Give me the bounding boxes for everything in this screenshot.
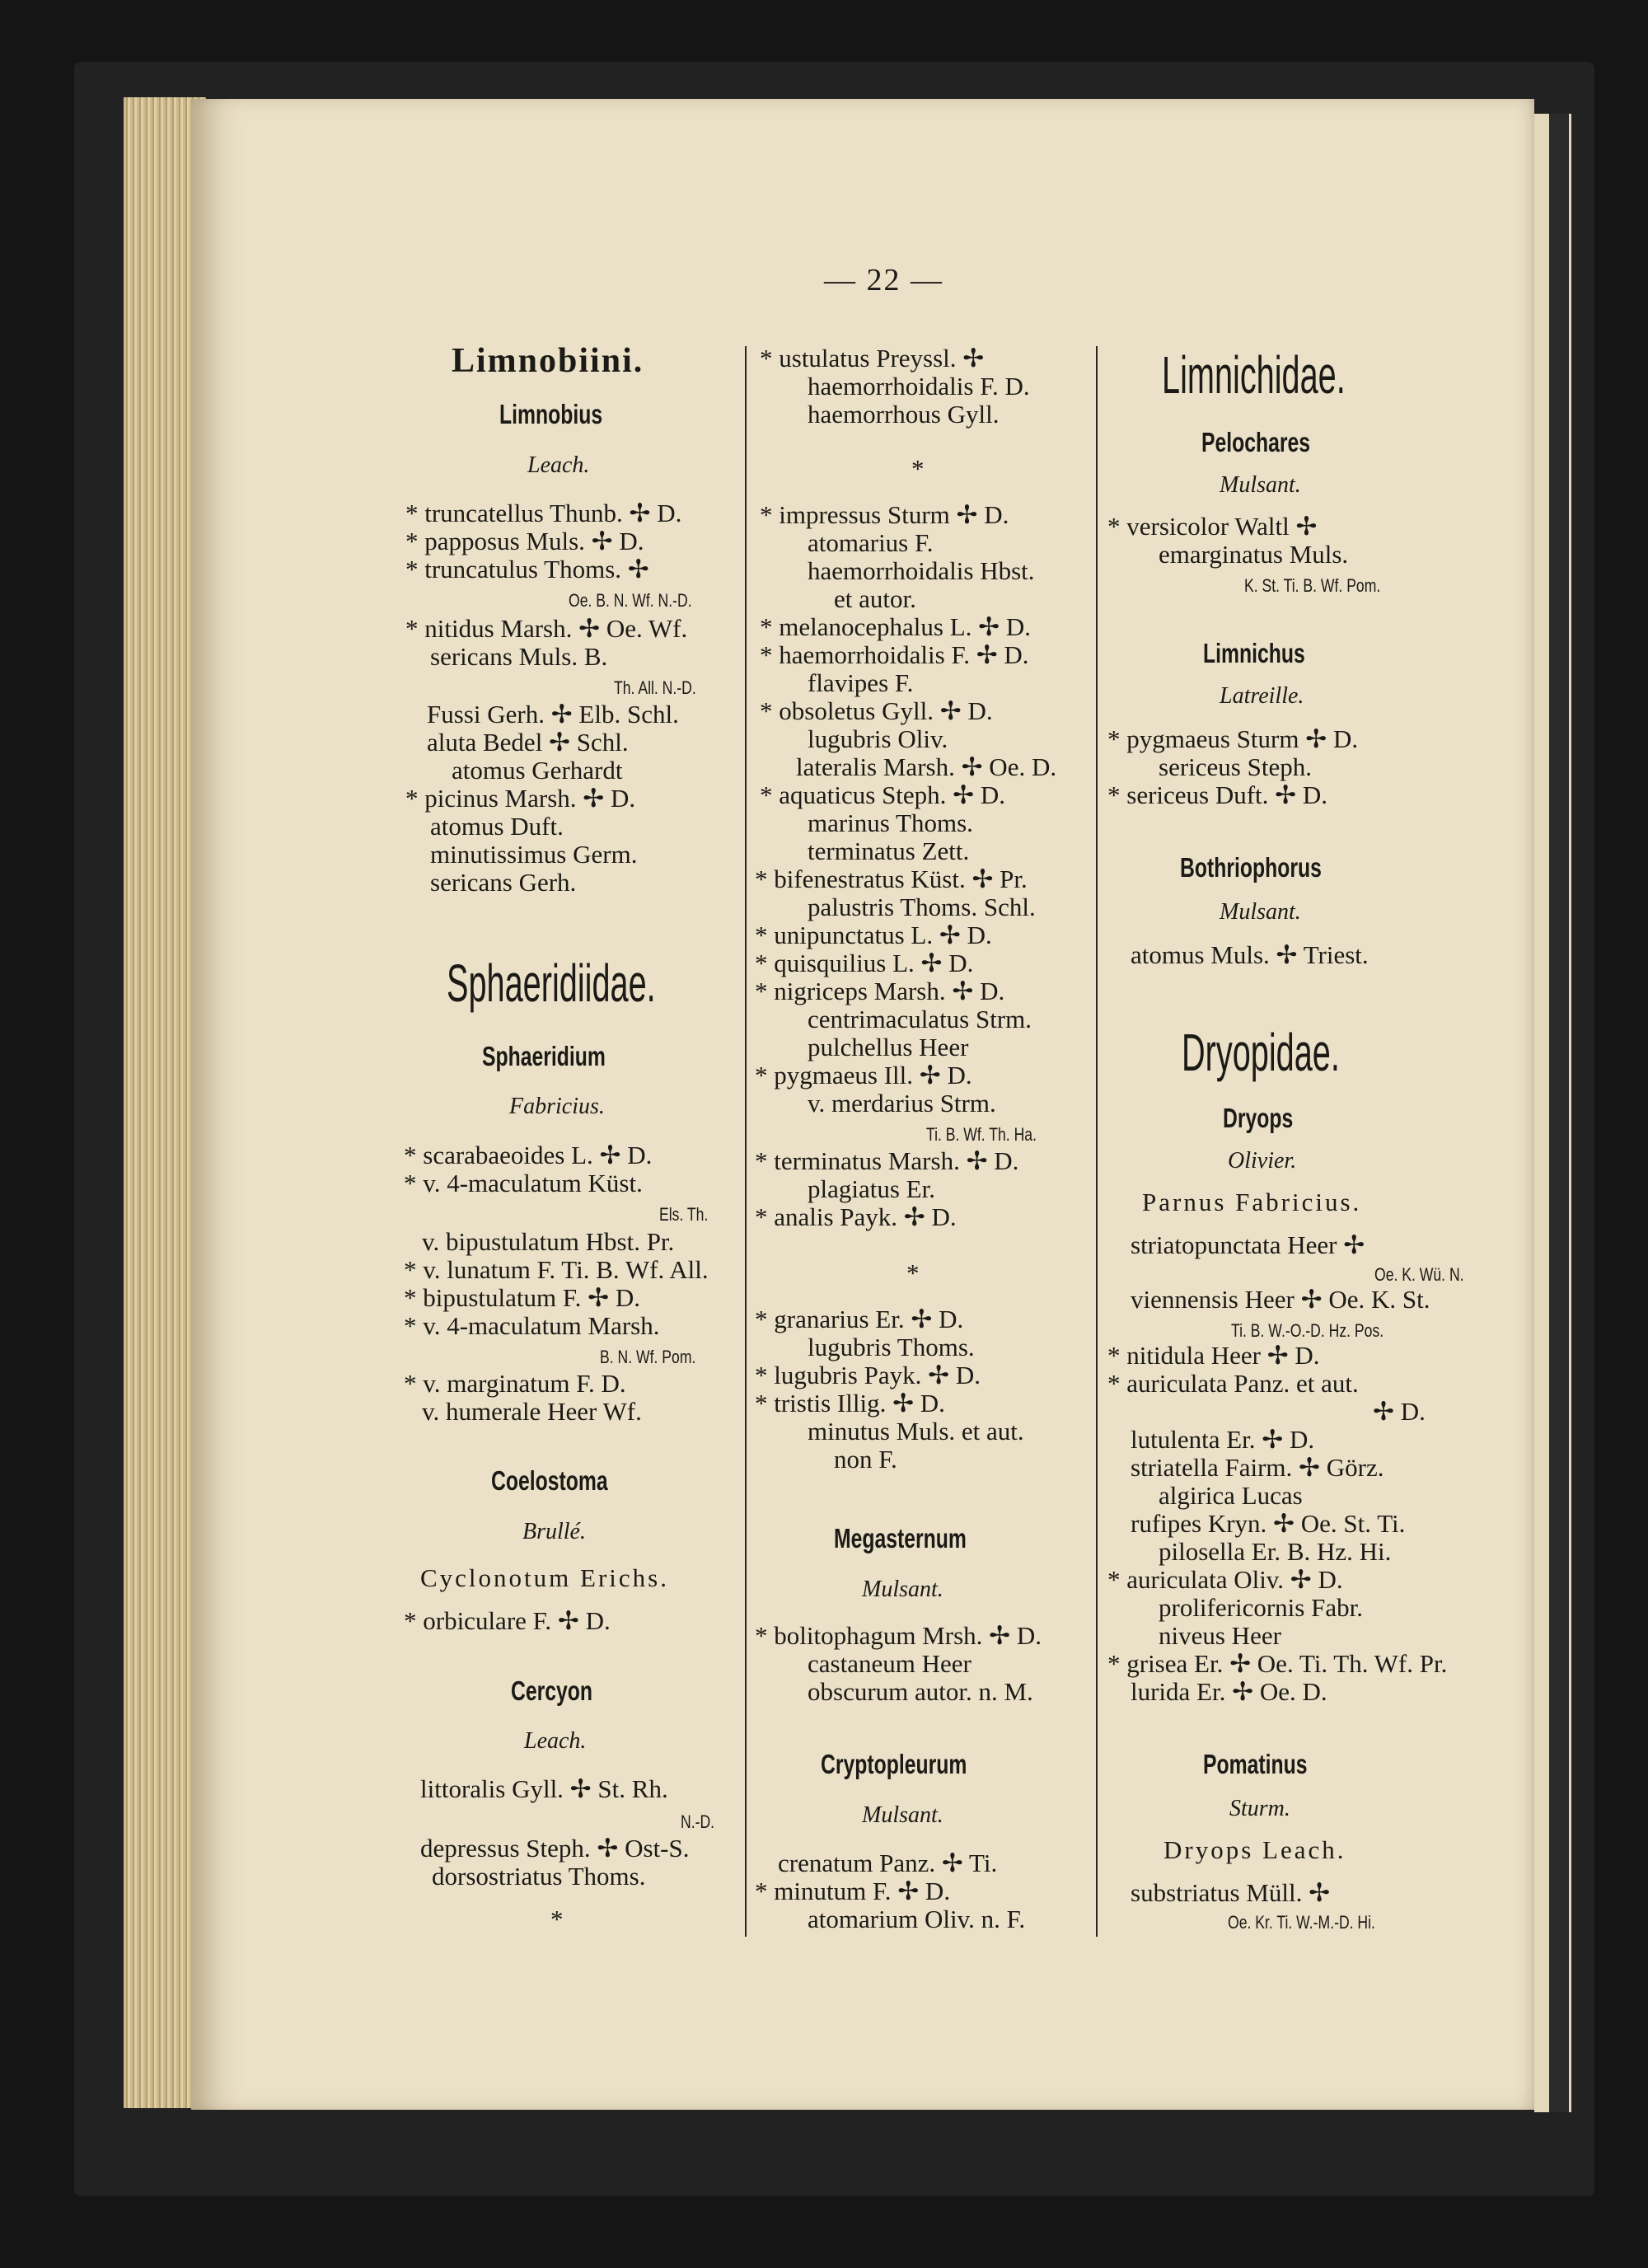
synonym-line: Cyclonotum Erichs.: [420, 1563, 669, 1592]
species-entry: haemorrhous Gyll.: [808, 400, 1000, 429]
distribution-line: K. St. Ti. B. Wf. Pom.: [1244, 575, 1381, 596]
species-entry: *: [911, 454, 925, 483]
species-entry: v. bipustulatum Hbst. Pr.: [422, 1227, 675, 1256]
family-heading: Sphaeridiidae.: [447, 954, 656, 1013]
species-entry: * pygmaeus Ill. ✢ D.: [755, 1061, 972, 1089]
species-entry: * haemorrhoidalis F. ✢ D.: [760, 640, 1029, 669]
species-entry: atomarius F.: [808, 528, 934, 557]
species-entry: substriatus Müll. ✢: [1131, 1878, 1331, 1907]
species-entry: flavipes F.: [808, 668, 914, 697]
species-entry: depressus Steph. ✢ Ost-S.: [420, 1834, 690, 1863]
genus-heading: Coelostoma: [491, 1465, 608, 1496]
species-entry: * pygmaeus Sturm ✢ D.: [1107, 724, 1359, 753]
species-entry: atomarium Oliv. n. F.: [808, 1905, 1026, 1933]
species-entry: * minutum F. ✢ D.: [755, 1877, 951, 1905]
species-entry: sericeus Steph.: [1159, 752, 1312, 781]
species-entry: atomus Gerhardt: [452, 756, 623, 785]
genus-author: Leach.: [527, 452, 590, 478]
genus-author: Mulsant.: [1220, 899, 1301, 925]
species-entry: lateralis Marsh. ✢ Oe. D.: [796, 752, 1057, 781]
species-entry: * granarius Er. ✢ D.: [755, 1305, 964, 1333]
species-entry: niveus Heer: [1159, 1621, 1281, 1650]
species-entry: * analis Payk. ✢ D.: [755, 1202, 957, 1231]
genus-author: Brullé.: [522, 1519, 586, 1544]
species-entry: minutissimus Germ.: [430, 840, 638, 869]
distribution-line: N.-D.: [681, 1811, 715, 1832]
genus-heading: Limnobius: [499, 399, 603, 429]
distribution-line: B. N. Wf. Pom.: [600, 1347, 696, 1367]
genus-heading: Cercyon: [511, 1675, 593, 1706]
species-entry: * scarabaeoides L. ✢ D.: [404, 1141, 653, 1169]
species-entry: v. humerale Heer Wf.: [422, 1397, 642, 1426]
species-entry: dorsostriatus Thoms.: [432, 1862, 646, 1891]
column-divider-right: [1096, 346, 1098, 1937]
species-entry: crenatum Panz. ✢ Ti.: [778, 1849, 998, 1877]
species-entry: plagiatus Er.: [808, 1174, 935, 1203]
species-entry: pulchellus Heer: [808, 1033, 969, 1061]
species-entry: * terminatus Marsh. ✢ D.: [755, 1146, 1019, 1175]
species-entry: * tristis Illig. ✢ D.: [755, 1389, 945, 1418]
genus-author: Mulsant.: [862, 1802, 943, 1828]
genus-heading: Dryops: [1223, 1103, 1294, 1133]
genus-author: Mulsant.: [862, 1577, 943, 1602]
family-heading: Limnichidae.: [1162, 345, 1346, 405]
species-entry: ✢ D.: [1373, 1397, 1426, 1426]
species-entry: rufipes Kryn. ✢ Oe. St. Ti.: [1131, 1509, 1406, 1538]
species-entry: * bipustulatum F. ✢ D.: [404, 1283, 641, 1312]
species-entry: striatopunctata Heer ✢: [1131, 1230, 1365, 1259]
species-entry: centrimaculatus Strm.: [808, 1005, 1032, 1033]
species-entry: * bolitophagum Mrsh. ✢ D.: [755, 1621, 1042, 1650]
species-entry: minutus Muls. et aut.: [808, 1417, 1024, 1446]
genus-author: Leach.: [524, 1728, 587, 1754]
species-entry: * melanocephalus L. ✢ D.: [760, 612, 1031, 641]
page-number: — 22 —: [824, 263, 943, 298]
species-entry: et autor.: [834, 584, 916, 613]
species-entry: littoralis Gyll. ✢ St. Rh.: [420, 1774, 668, 1803]
distribution-line: Oe. Kr. Ti. W.-M.-D. Hi.: [1228, 1912, 1375, 1933]
species-entry: * sericeus Duft. ✢ D.: [1107, 780, 1328, 809]
species-entry: * truncatulus Thoms. ✢: [405, 555, 649, 583]
distribution-line: Els. Th.: [659, 1204, 709, 1225]
species-entry: atomus Muls. ✢ Triest.: [1131, 940, 1369, 969]
genus-author: Olivier.: [1228, 1148, 1297, 1174]
species-entry: haemorrhoidalis F. D.: [808, 372, 1030, 401]
family-heading: Dryopidae.: [1182, 1023, 1340, 1082]
synonym-line: Dryops Leach.: [1163, 1835, 1346, 1864]
genus-heading: Pelochares: [1201, 427, 1311, 457]
distribution-line: Oe. K. Wü. N.: [1374, 1264, 1464, 1285]
species-entry: * auriculata Oliv. ✢ D.: [1107, 1565, 1343, 1594]
species-entry: * orbiculare F. ✢ D.: [404, 1606, 611, 1635]
genus-author: Latreille.: [1220, 683, 1304, 709]
species-entry: * v. 4-maculatum Marsh.: [404, 1311, 660, 1340]
synonym-line: Parnus Fabricius.: [1142, 1188, 1362, 1216]
species-entry: * nitidula Heer ✢ D.: [1107, 1341, 1320, 1370]
species-entry: pilosella Er. B. Hz. Hi.: [1159, 1537, 1392, 1566]
species-entry: lugubris Oliv.: [808, 724, 948, 753]
species-entry: terminatus Zett.: [808, 836, 970, 865]
genus-heading: Megasternum: [834, 1523, 967, 1553]
species-entry: * v. marginatum F. D.: [404, 1369, 626, 1398]
species-entry: lurida Er. ✢ Oe. D.: [1131, 1677, 1327, 1706]
species-entry: palustris Thoms. Schl.: [808, 893, 1036, 921]
species-entry: * papposus Muls. ✢ D.: [405, 527, 644, 555]
species-entry: * v. lunatum F. Ti. B. Wf. All.: [404, 1255, 709, 1284]
species-entry: * picinus Marsh. ✢ D.: [405, 784, 636, 813]
species-entry: * auriculata Panz. et aut.: [1107, 1369, 1359, 1398]
species-entry: algirica Lucas: [1159, 1481, 1303, 1510]
species-entry: striatella Fairm. ✢ Görz.: [1131, 1453, 1384, 1482]
species-entry: emarginatus Muls.: [1159, 540, 1349, 569]
species-entry: haemorrhoidalis Hbst.: [808, 556, 1035, 585]
genus-heading: Sphaeridium: [482, 1041, 606, 1071]
species-entry: * bifenestratus Küst. ✢ Pr.: [755, 865, 1028, 893]
species-entry: * unipunctatus L. ✢ D.: [755, 921, 992, 949]
binding-shadow: [1549, 114, 1569, 2112]
species-entry: lugubris Thoms.: [808, 1333, 975, 1361]
species-entry: * truncatellus Thunb. ✢ D.: [405, 499, 682, 527]
species-entry: * nitidus Marsh. ✢ Oe. Wf.: [405, 614, 688, 643]
species-entry: *: [906, 1258, 920, 1287]
genus-author: Mulsant.: [1220, 472, 1301, 498]
genus-author: Sturm.: [1229, 1796, 1290, 1821]
tribe-heading: Limnobiini.: [452, 342, 644, 380]
genus-heading: Cryptopleurum: [821, 1749, 967, 1779]
species-entry: marinus Thoms.: [808, 808, 973, 837]
genus-heading: Pomatinus: [1203, 1749, 1308, 1779]
species-entry: non F.: [834, 1445, 897, 1474]
species-entry: sericans Muls. B.: [430, 642, 608, 671]
distribution-line: Ti. B. W.-O.-D. Hz. Pos.: [1231, 1320, 1384, 1341]
species-entry: * aquaticus Steph. ✢ D.: [760, 780, 1006, 809]
column-divider-left: [745, 346, 747, 1937]
species-entry: * versicolor Waltl ✢: [1107, 512, 1318, 541]
species-entry: sericans Gerh.: [430, 868, 577, 897]
species-entry: * obsoletus Gyll. ✢ D.: [760, 696, 993, 725]
species-entry: * lugubris Payk. ✢ D.: [755, 1361, 981, 1389]
species-entry: castaneum Heer: [808, 1649, 971, 1678]
species-entry: prolifericornis Fabr.: [1159, 1593, 1363, 1622]
species-entry: * v. 4-maculatum Küst.: [404, 1169, 643, 1197]
distribution-line: Th. All. N.-D.: [614, 677, 696, 698]
species-entry: aluta Bedel ✢ Schl.: [427, 728, 629, 757]
species-entry: * quisquilius L. ✢ D.: [755, 949, 974, 977]
species-entry: *: [550, 1905, 564, 1933]
distribution-line: Ti. B. Wf. Th. Ha.: [926, 1124, 1037, 1145]
species-entry: lutulenta Er. ✢ D.: [1131, 1425, 1315, 1454]
genus-author: Fabricius.: [509, 1094, 605, 1119]
species-entry: viennensis Heer ✢ Oe. K. St.: [1131, 1285, 1430, 1314]
species-entry: * grisea Er. ✢ Oe. Ti. Th. Wf. Pr.: [1107, 1649, 1448, 1678]
distribution-line: Oe. B. N. Wf. N.-D.: [569, 590, 692, 611]
species-entry: atomus Duft.: [430, 812, 564, 841]
species-entry: v. merdarius Strm.: [808, 1089, 996, 1118]
species-entry: obscurum autor. n. M.: [808, 1677, 1033, 1706]
species-entry: * impressus Sturm ✢ D.: [760, 500, 1009, 529]
genus-heading: Bothriophorus: [1180, 852, 1322, 883]
species-entry: * ustulatus Preyssl. ✢: [760, 344, 985, 373]
species-entry: * nigriceps Marsh. ✢ D.: [755, 977, 1005, 1005]
genus-heading: Limnichus: [1203, 638, 1305, 668]
species-entry: Fussi Gerh. ✢ Elb. Schl.: [427, 700, 679, 729]
